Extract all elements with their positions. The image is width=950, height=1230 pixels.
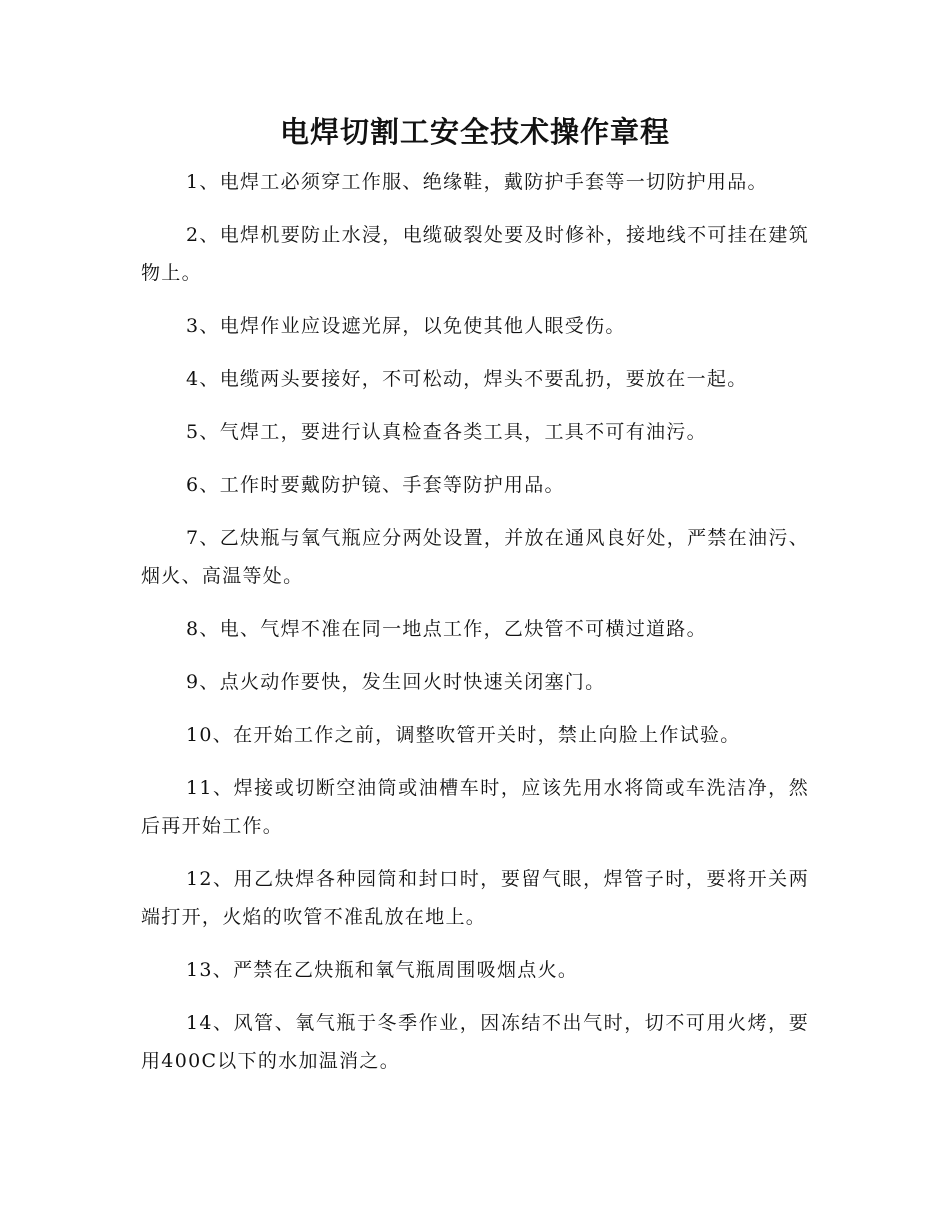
paragraph-13: 13、严禁在乙炔瓶和氧气瓶周围吸烟点火。 <box>186 959 579 981</box>
paragraph-14: 14、风管、氧气瓶于冬季作业，因冻结不出气时，切不可用火烤，要用400C以下的水加温消之。 <box>141 1012 809 1072</box>
paragraph-9: 9、点火动作要快，发生回火时快速关闭塞门。 <box>186 671 606 693</box>
document-body <box>141 163 809 1080</box>
paragraph-8: 8、电、气焊不准在同一地点工作，乙炔管不可横过道路。 <box>186 618 707 640</box>
paragraph-12: 12、用乙炔焊各种园筒和封口时，要留气眼，焊管子时，要将开关两端打开，火焰的吹管不准乱放在地上。 <box>141 868 809 928</box>
paragraph-3: 3、电焊作业应设遮光屏，以免使其他人眼受伤。 <box>186 315 626 337</box>
paragraph-11: 11、焊接或切断空油筒或油槽车时，应该先用水将筒或车洗洁净，然后再开始工作。 <box>141 777 809 837</box>
paragraph-7: 7、乙炔瓶与氧气瓶应分两处设置，并放在通风良好处，严禁在油污、烟火、高温等处。 <box>141 527 809 587</box>
paragraph-6: 6、工作时要戴防护镜、手套等防护用品。 <box>186 474 565 496</box>
paragraph-10: 10、在开始工作之前，调整吹管开关时，禁止向脸上作试验。 <box>186 724 741 746</box>
paragraph-4: 4、电缆两头要接好，不可松动，焊头不要乱扔，要放在一起。 <box>186 368 748 390</box>
paragraph-2: 2、电焊机要防止水浸，电缆破裂处要及时修补，接地线不可挂在建筑物上。 <box>141 224 809 284</box>
document-title: 电焊切割工安全技术操作章程 <box>279 115 670 149</box>
paragraph-5: 5、气焊工，要进行认真检查各类工具，工具不可有油污。 <box>186 421 707 443</box>
paragraph-1: 1、电焊工必须穿工作服、绝缘鞋，戴防护手套等一切防护用品。 <box>186 171 768 193</box>
